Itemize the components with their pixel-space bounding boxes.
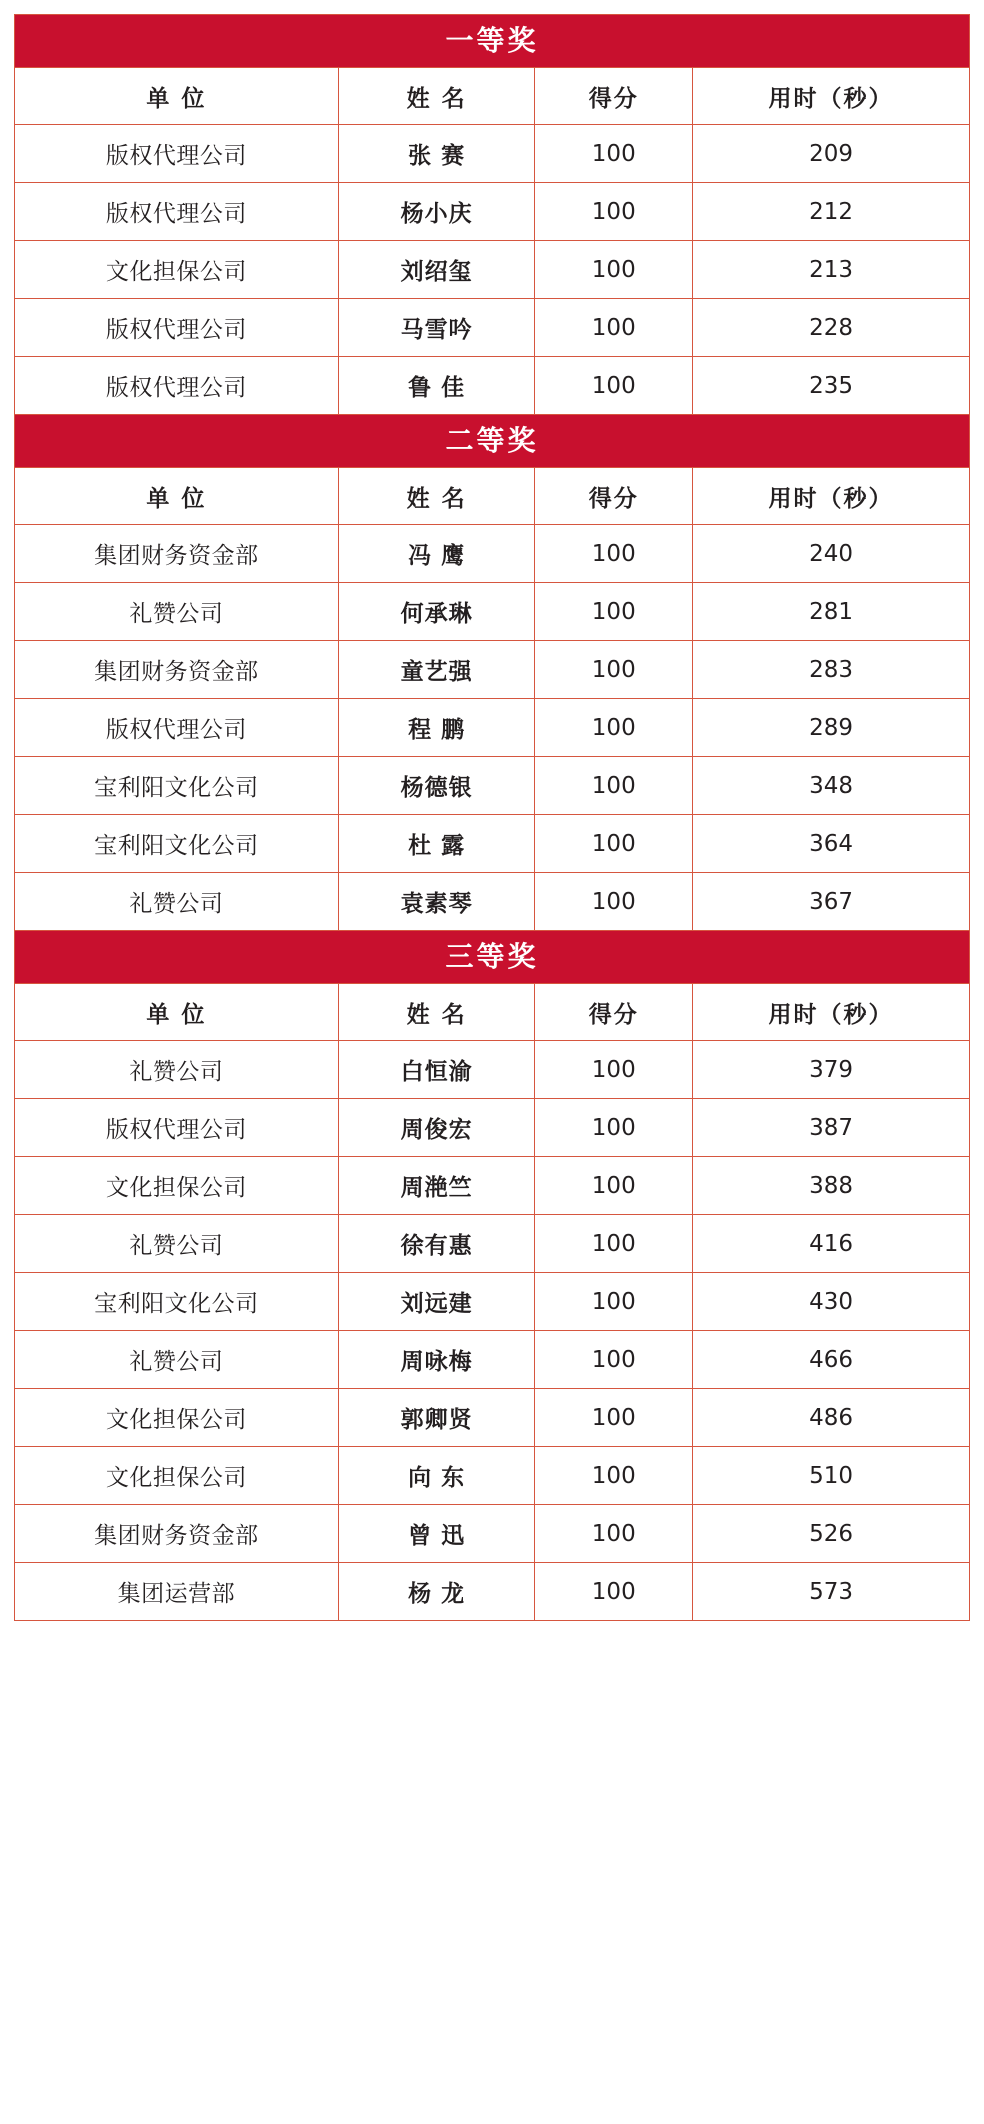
cell-unit: 版权代理公司 (15, 299, 339, 357)
cell-name: 鲁 佳 (338, 357, 535, 415)
column-header-time: 用时（秒） (693, 468, 970, 525)
cell-name: 郭卿贤 (338, 1389, 535, 1447)
table-row (15, 357, 970, 415)
cell-time: 367 (693, 873, 970, 931)
table-row (15, 1041, 970, 1099)
cell-time: 388 (693, 1157, 970, 1215)
cell-time: 289 (693, 699, 970, 757)
table-row (15, 299, 970, 357)
cell-unit: 文化担保公司 (15, 1389, 339, 1447)
column-header-name: 姓 名 (338, 68, 535, 125)
cell-score: 100 (535, 183, 693, 241)
cell-name: 周咏梅 (338, 1331, 535, 1389)
cell-score: 100 (535, 1505, 693, 1563)
cell-name: 张 赛 (338, 125, 535, 183)
cell-name: 杨小庆 (338, 183, 535, 241)
cell-name: 刘绍玺 (338, 241, 535, 299)
cell-score: 100 (535, 815, 693, 873)
section-band-label: 三等奖 (445, 940, 539, 973)
table-row (15, 699, 970, 757)
table-row (15, 757, 970, 815)
cell-time: 573 (693, 1563, 970, 1621)
cell-name: 冯 鹰 (338, 525, 535, 583)
cell-unit: 集团财务资金部 (15, 1505, 339, 1563)
cell-unit: 礼赞公司 (15, 1331, 339, 1389)
cell-score: 100 (535, 1273, 693, 1331)
column-header-unit: 单 位 (15, 68, 339, 125)
cell-unit: 版权代理公司 (15, 1099, 339, 1157)
cell-time: 466 (693, 1331, 970, 1389)
cell-unit: 集团财务资金部 (15, 525, 339, 583)
column-header-name: 姓 名 (338, 984, 535, 1041)
column-header-time: 用时（秒） (693, 984, 970, 1041)
table-row (15, 183, 970, 241)
cell-unit: 文化担保公司 (15, 1157, 339, 1215)
cell-unit: 礼赞公司 (15, 1041, 339, 1099)
cell-name: 刘远建 (338, 1273, 535, 1331)
table-row (15, 1099, 970, 1157)
cell-name: 马雪吟 (338, 299, 535, 357)
cell-time: 510 (693, 1447, 970, 1505)
cell-score: 100 (535, 1157, 693, 1215)
cell-time: 364 (693, 815, 970, 873)
cell-name: 何承琳 (338, 583, 535, 641)
cell-score: 100 (535, 1447, 693, 1505)
cell-score: 100 (535, 241, 693, 299)
column-header-score: 得分 (535, 68, 693, 125)
band-cell (15, 15, 970, 68)
table-row (15, 1505, 970, 1563)
cell-name: 杨 龙 (338, 1563, 535, 1621)
cell-score: 100 (535, 1563, 693, 1621)
cell-unit: 宝利阳文化公司 (15, 757, 339, 815)
table-row (15, 125, 970, 183)
cell-name: 袁素琴 (338, 873, 535, 931)
cell-time: 283 (693, 641, 970, 699)
column-header-name: 姓 名 (338, 468, 535, 525)
cell-score: 100 (535, 757, 693, 815)
cell-score: 100 (535, 1041, 693, 1099)
cell-time: 240 (693, 525, 970, 583)
table-row (15, 1215, 970, 1273)
cell-unit: 版权代理公司 (15, 357, 339, 415)
cell-score: 100 (535, 641, 693, 699)
cell-time: 228 (693, 299, 970, 357)
table-row (15, 641, 970, 699)
table-row (15, 1563, 970, 1621)
table-row (15, 525, 970, 583)
cell-score: 100 (535, 299, 693, 357)
table-header-row (15, 68, 970, 125)
cell-unit: 宝利阳文化公司 (15, 815, 339, 873)
cell-unit: 礼赞公司 (15, 583, 339, 641)
table-row (15, 1273, 970, 1331)
table-row (15, 873, 970, 931)
cell-unit: 版权代理公司 (15, 183, 339, 241)
cell-unit: 文化担保公司 (15, 1447, 339, 1505)
cell-score: 100 (535, 1215, 693, 1273)
cell-score: 100 (535, 125, 693, 183)
column-header-time: 用时（秒） (693, 68, 970, 125)
section-band-row (15, 15, 970, 68)
table-header-row (15, 468, 970, 525)
table-row (15, 583, 970, 641)
cell-score: 100 (535, 699, 693, 757)
table-row (15, 1389, 970, 1447)
cell-unit: 集团财务资金部 (15, 641, 339, 699)
cell-unit: 文化担保公司 (15, 241, 339, 299)
cell-score: 100 (535, 1331, 693, 1389)
cell-unit: 版权代理公司 (15, 699, 339, 757)
cell-unit: 礼赞公司 (15, 873, 339, 931)
cell-name: 徐有惠 (338, 1215, 535, 1273)
table-row (15, 1331, 970, 1389)
table-header-row (15, 984, 970, 1041)
cell-time: 416 (693, 1215, 970, 1273)
cell-score: 100 (535, 357, 693, 415)
band-cell (15, 931, 970, 984)
section-band-label: 一等奖 (445, 24, 539, 57)
cell-name: 童艺强 (338, 641, 535, 699)
cell-score: 100 (535, 873, 693, 931)
section-band-row (15, 931, 970, 984)
cell-score: 100 (535, 525, 693, 583)
cell-time: 281 (693, 583, 970, 641)
section-band-row (15, 415, 970, 468)
cell-time: 387 (693, 1099, 970, 1157)
column-header-unit: 单 位 (15, 468, 339, 525)
cell-name: 周滟竺 (338, 1157, 535, 1215)
cell-time: 213 (693, 241, 970, 299)
cell-time: 212 (693, 183, 970, 241)
column-header-unit: 单 位 (15, 984, 339, 1041)
award-results-table (14, 14, 970, 1621)
cell-unit: 宝利阳文化公司 (15, 1273, 339, 1331)
band-cell (15, 415, 970, 468)
table-row (15, 1157, 970, 1215)
cell-time: 209 (693, 125, 970, 183)
cell-score: 100 (535, 583, 693, 641)
table-row (15, 815, 970, 873)
table-row (15, 1447, 970, 1505)
cell-time: 430 (693, 1273, 970, 1331)
cell-name: 杜 露 (338, 815, 535, 873)
cell-name: 程 鹏 (338, 699, 535, 757)
cell-name: 向 东 (338, 1447, 535, 1505)
cell-unit: 礼赞公司 (15, 1215, 339, 1273)
section-band-label: 二等奖 (445, 424, 539, 457)
column-header-score: 得分 (535, 468, 693, 525)
cell-score: 100 (535, 1389, 693, 1447)
cell-name: 白恒渝 (338, 1041, 535, 1099)
table-row (15, 241, 970, 299)
cell-name: 周俊宏 (338, 1099, 535, 1157)
cell-unit: 集团运营部 (15, 1563, 339, 1621)
cell-time: 526 (693, 1505, 970, 1563)
cell-time: 235 (693, 357, 970, 415)
column-header-score: 得分 (535, 984, 693, 1041)
cell-name: 杨德银 (338, 757, 535, 815)
cell-unit: 版权代理公司 (15, 125, 339, 183)
table-body (15, 15, 970, 1621)
cell-score: 100 (535, 1099, 693, 1157)
cell-time: 348 (693, 757, 970, 815)
cell-time: 486 (693, 1389, 970, 1447)
cell-name: 曾 迅 (338, 1505, 535, 1563)
cell-time: 379 (693, 1041, 970, 1099)
